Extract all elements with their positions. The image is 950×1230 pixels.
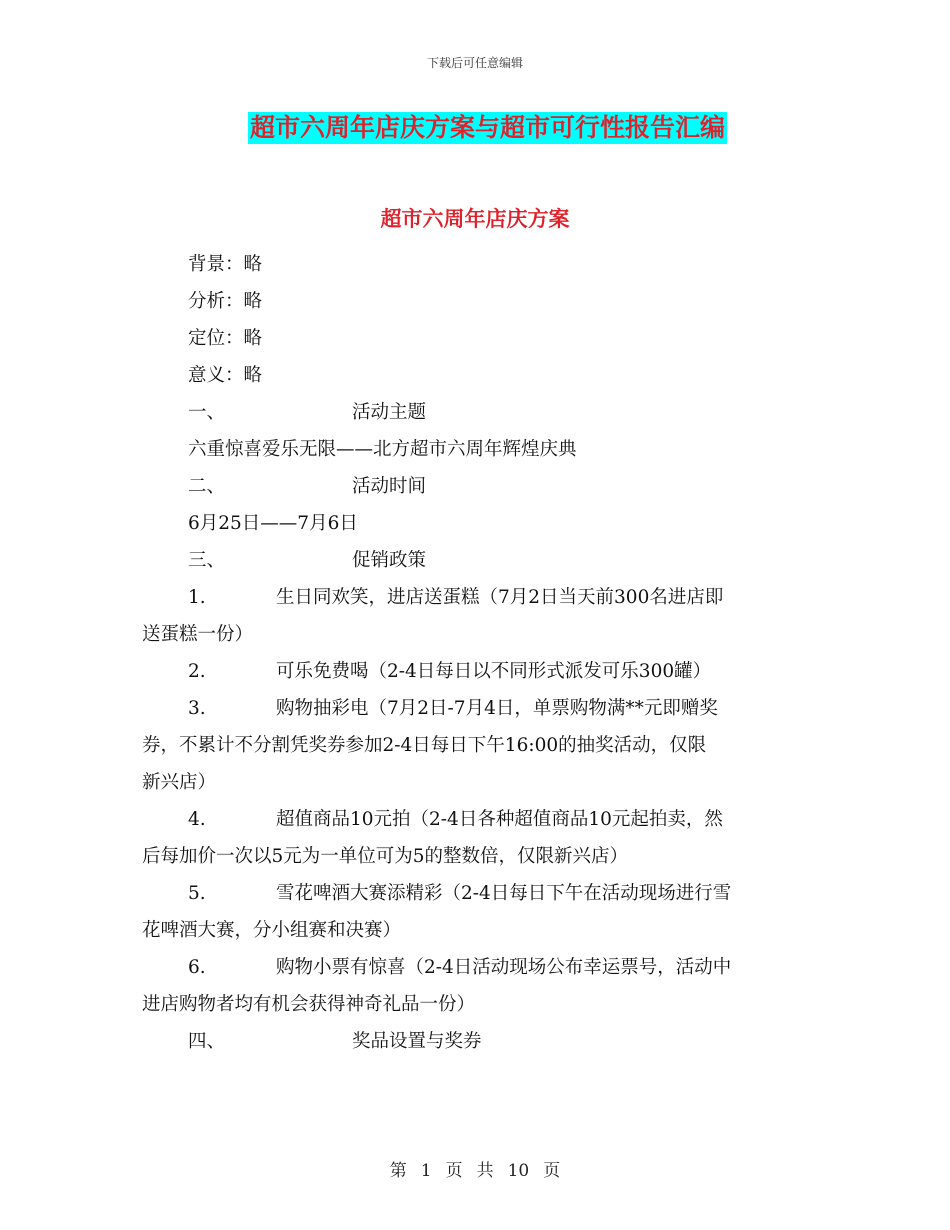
section-heading-prizes (142, 1023, 810, 1060)
intro-positioning: 定位：略 (188, 328, 263, 349)
item-text: 购物小票有惊喜（2-4日活动现场公布幸运票号，活动中 (276, 957, 732, 978)
intro-analysis: 分析：略 (188, 291, 263, 312)
item-text-continued: 送蛋糕一份） (142, 624, 254, 645)
section-heading-text: 促销政策 (352, 550, 427, 571)
section-number: 一、 (188, 402, 226, 423)
section-number: 四、 (188, 1031, 226, 1052)
item-number: 6. (188, 957, 206, 978)
section-heading-text: 奖品设置与奖券 (352, 1031, 482, 1052)
promotion-item-1 (142, 579, 810, 616)
section-heading-text: 活动主题 (352, 402, 427, 423)
item-text: 超值商品10元拍（2-4日各种超值商品10元起拍卖，然 (276, 809, 723, 830)
item-text: 购物抽彩电（7月2日-7月4日，单票购物满**元即赠奖 (276, 698, 718, 719)
document-body (142, 246, 810, 1060)
section-heading-time (142, 468, 810, 505)
item-text: 雪花啤酒大赛添精彩（2-4日每日下午在活动现场进行雪 (276, 883, 732, 904)
promotion-item-2 (142, 653, 810, 690)
page-footer (0, 1156, 950, 1181)
footer-label-unit2: 页 (543, 1161, 561, 1181)
item-text-continued: 进店购物者均有机会获得神奇礼品一份） (142, 994, 476, 1015)
item-text-continued: 券，不累计不分割凭奖券参加2-4日每日下午16:00的抽奖活动，仅限 (142, 735, 707, 756)
promotion-item-5 (142, 875, 810, 912)
footer-label-total: 共 (476, 1161, 494, 1181)
item-text-continued: 后每加价一次以5元为一单位可为5的整数倍，仅限新兴店） (142, 846, 629, 867)
promotion-item-4 (142, 801, 810, 838)
item-number: 1. (188, 587, 206, 608)
promotion-item-3 (142, 690, 810, 727)
promotion-item-6 (142, 949, 810, 986)
item-text: 生日同欢笑，进店送蛋糕（7月2日当天前300名进店即 (276, 587, 724, 608)
item-number: 2. (188, 661, 206, 682)
document-title: 超市六周年店庆方案与超市可行性报告汇编 (250, 113, 726, 142)
footer-label-page: 第 (389, 1161, 407, 1181)
item-number: 5. (188, 883, 206, 904)
item-number: 4. (188, 809, 206, 830)
item-text: 可乐免费喝（2-4日每日以不同形式派发可乐300罐） (276, 661, 712, 682)
page-number: 1 (420, 1161, 432, 1181)
intro-significance: 意义：略 (188, 365, 263, 386)
theme-content: 六重惊喜爱乐无限——北方超市六周年辉煌庆典 (188, 439, 577, 460)
intro-background: 背景：略 (188, 254, 263, 275)
item-text-continued: 花啤酒大赛，分小组赛和决赛） (142, 920, 402, 941)
section-heading-text: 活动时间 (352, 476, 427, 497)
header-note: 下载后可任意编辑 (426, 56, 523, 70)
time-content: 6月25日——7月6日 (188, 513, 358, 534)
section-title: 超市六周年店庆方案 (380, 206, 570, 231)
section-heading-promotion (142, 542, 810, 579)
footer-label-unit: 页 (445, 1161, 463, 1181)
item-number: 3. (188, 698, 206, 719)
section-number: 三、 (188, 550, 226, 571)
item-text-continued: 新兴店） (142, 772, 217, 793)
section-number: 二、 (188, 476, 226, 497)
section-heading-theme (142, 394, 810, 431)
total-pages: 10 (507, 1161, 530, 1181)
